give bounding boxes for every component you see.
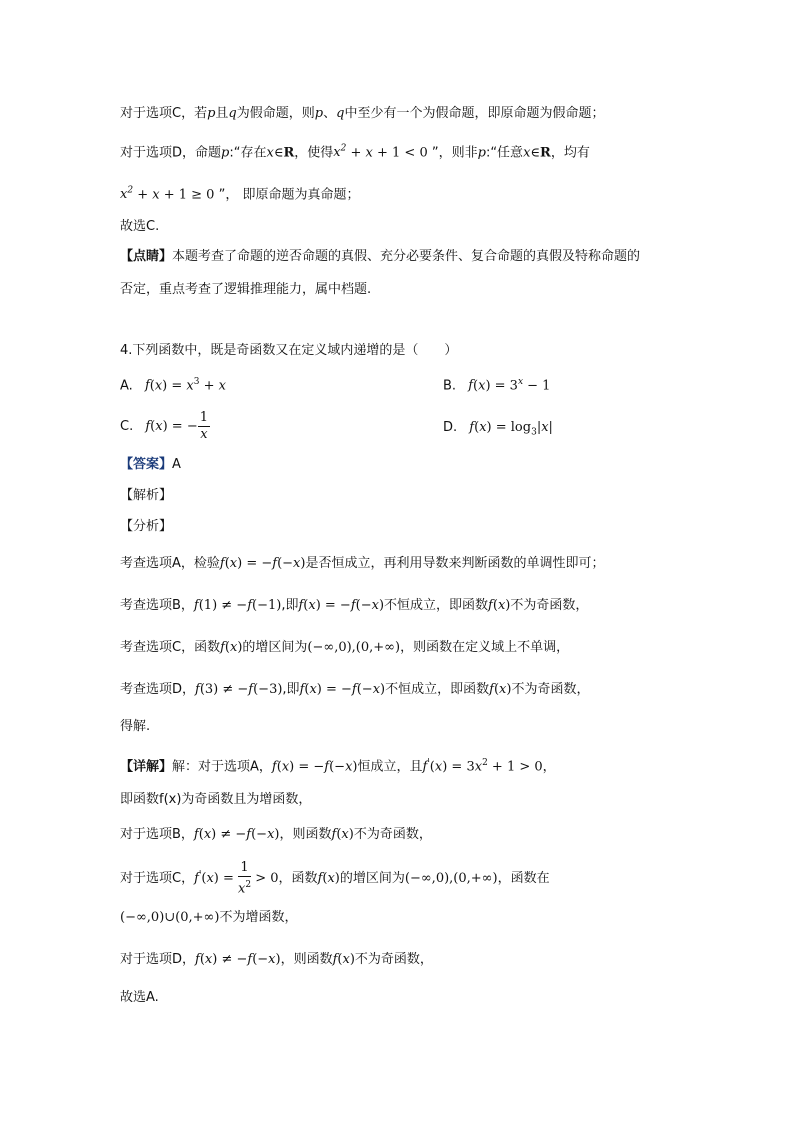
math-p: p	[207, 106, 216, 121]
choose-c: 故选C.	[120, 219, 160, 234]
jiexi-tag: 【解析】	[120, 488, 173, 503]
dianjing-paragraph: 【点睛】本题考查了命题的逆否命题的真假、充分必要条件、复合命题的真假及特称命题的	[120, 249, 641, 264]
detail-line-c2: (−∞,0)∪(0,+∞)不为增函数，	[120, 910, 298, 925]
fraction: $\frac{1}{x}$	[199, 410, 208, 442]
detail-line-d: 对于选项D，f(x) ≠ −f(−x)，则函数f(x)不为奇函数，	[120, 952, 433, 967]
analysis-line-c: 考查选项C，函数f(x)的增区间为(−∞,0),(0,+∞)，则函数在定义域上不单调，	[120, 640, 570, 655]
detail-line-b: 对于选项B，f(x) ≠ −f(−x)，则函数f(x)不为奇函数，	[120, 827, 432, 842]
question-option-b: B. $f(x) = 3^x - 1$	[443, 377, 551, 394]
detail-conclusion: 故选A.	[120, 990, 159, 1005]
math-q: q	[228, 106, 237, 121]
detail-tag: 【详解】	[120, 759, 173, 775]
fenxi-tag: 【分析】	[120, 519, 173, 534]
detail-line-a2: 即函数f(x)为奇函数且为增函数，	[120, 792, 312, 807]
dianjing-tag: 【点睛】	[120, 249, 173, 264]
analysis-line-d: 考查选项D，f(3) ≠ −f(−3),即f(x) = −f(−x)不恒成立，即函数f(x)不为奇函数，	[120, 682, 590, 697]
answer-value: A	[172, 457, 181, 472]
analysis-conclusion: 得解.	[120, 719, 151, 734]
question-4-stem: 4.下列函数中，既是奇函数又在定义域内递增的是（ ）	[120, 343, 458, 358]
math-x-in-r: x	[266, 145, 274, 161]
fraction: $\frac{1}{x^2}$	[238, 860, 252, 897]
analysis-line-a: 考查选项A，检验f(x) = −f(−x)是否恒成立，再利用导数来判断函数的单调性即可；	[120, 556, 605, 571]
detail-line-c: 对于选项C，f'(x) = $\frac{1}{x^2}$ > 0，函数f(x)的增区间为(−∞,0),(0,+∞)，函数在	[120, 860, 550, 897]
analysis-line-b: 考查选项B，f(1) ≠ −f(−1),即f(x) = −f(−x)不恒成立，即函数f(x)不为奇函数，	[120, 598, 589, 613]
answer-line	[120, 456, 181, 474]
detail-line-a: 【详解】解：对于选项A，f(x) = −f(−x)恒成立，且$f'(x) = 3x^2 + 1 > 0$，	[120, 758, 556, 775]
option-d-analysis: 对于选项D，命题p:“存在x∈R，使得$x^2 + x + 1 < 0$ ”，则非p:“任意x∈R，均有	[120, 144, 590, 161]
dianjing-paragraph-cont: 否定，重点考查了逻辑推理能力，属中档题.	[120, 282, 372, 297]
question-option-d: D. $f(x) = \log_3|x|$	[443, 420, 553, 438]
math-inequality: $x^2$	[333, 144, 347, 161]
answer-tag: 【答案】	[120, 457, 173, 472]
question-option-c: C. f(x) = − $\frac{1}{x}$	[120, 410, 208, 442]
option-d-conclusion: $x^2 + x + 1 \ge 0$ ”， 即原命题为真命题；	[120, 186, 360, 203]
option-c-analysis: 对于选项C，若p且q为假命题，则p、q中至少有一个为假命题，即原命题为假命题；	[120, 106, 605, 121]
question-option-a: A. $f(x) = x^3 + x$	[120, 377, 226, 394]
math-inequality: $x^2$	[120, 186, 134, 203]
